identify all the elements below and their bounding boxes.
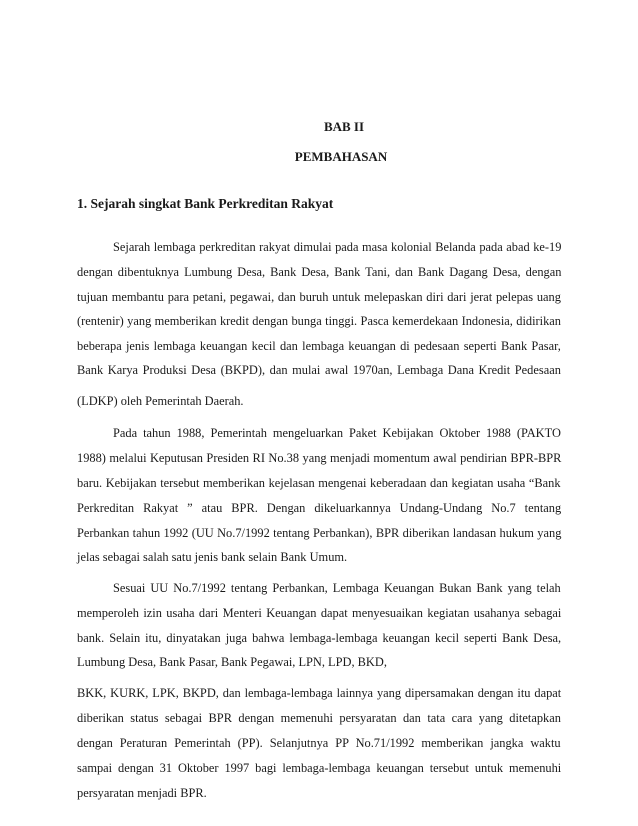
body-line: baru. Kebijakan tersebut memberikan kejelasan mengenai keberadaan dan kegiatan usaha “Bank <box>77 476 561 490</box>
body-line: BKK, KURK, LPK, BKPD, dan lembaga-lembaga lainnya yang dipersamakan dengan itu dapat <box>77 686 562 700</box>
body-line: Perkreditan Rakyat ” atau BPR. Dengan dikeluarkannya Undang-Undang No.7 tentang <box>77 501 562 515</box>
body-line: Sejarah lembaga perkreditan rakyat dimulai pada masa kolonial Belanda pada abad ke-19 <box>113 240 562 254</box>
body-line: Pada tahun 1988, Pemerintah mengeluarkan Paket Kebijakan Oktober 1988 (PAKTO <box>113 426 561 440</box>
body-line: persyaratan menjadi BPR. <box>77 786 207 800</box>
chapter-number: BAB II <box>323 119 365 134</box>
body-line: sampai dengan 31 Oktober 1997 bagi lembaga-lembaga keuangan tersebut untuk memenuhi <box>77 761 562 775</box>
body-line: beberapa jenis lembaga keuangan kecil dan lembaga keuangan di pedesaan seperti Bank Pasar, <box>77 339 561 353</box>
body-line: memperoleh izin usaha dari Menteri Keuangan dapat menyesuaikan kegiatan usahanya sebagai <box>77 606 562 620</box>
body-line: (rentenir) yang memberikan kredit dengan bunga tinggi. Pasca kemerdekaan Indonesia, didirikan <box>77 314 562 328</box>
body-line: dengan dibentuknya Lumbung Desa, Bank Desa, Bank Tani, dan Bank Dagang Desa, dengan <box>77 265 562 279</box>
body-line: Bank Karya Produksi Desa (BKPD), dan mulai awal 1970an, Lembaga Dana Kredit Pedesaan <box>77 363 561 377</box>
section-heading: 1. Sejarah singkat Bank Perkreditan Rakyat <box>77 196 334 211</box>
body-line: Perbankan tahun 1992 (UU No.7/1992 tentang Perbankan), BPR diberikan landasan hukum yang <box>77 526 562 540</box>
body-line: Lumbung Desa, Bank Pasar, Bank Pegawai, LPN, LPD, BKD, <box>77 655 387 669</box>
body-line: 1988) melalui Keputusan Presiden RI No.38 yang menjadi momentum awal pendirian BPR-BPR <box>77 451 562 465</box>
body-line: dengan Peraturan Pemerintah (PP). Selanjutnya PP No.71/1992 memberikan jangka waktu <box>77 736 561 750</box>
body-line: Sesuai UU No.7/1992 tentang Perbankan, Lembaga Keuangan Bukan Bank yang telah <box>113 581 561 595</box>
body-line: bank. Selain itu, dinyatakan juga bahwa lembaga-lembaga keuangan kecil seperti Bank Desa, <box>77 631 562 645</box>
chapter-title: PEMBAHASAN <box>294 149 388 164</box>
body-line: diberikan status sebagai BPR dengan memenuhi persyaratan dan tata cara yang ditetapkan <box>77 711 561 725</box>
body-line: (LDKP) oleh Pemerintah Daerah. <box>77 394 244 408</box>
body-line: tujuan membantu para petani, pegawai, dan buruh untuk melepaskan diri dari jerat pelepas uang <box>77 290 561 304</box>
body-line: jelas sebagai salah satu jenis bank selain Bank Umum. <box>77 550 348 564</box>
